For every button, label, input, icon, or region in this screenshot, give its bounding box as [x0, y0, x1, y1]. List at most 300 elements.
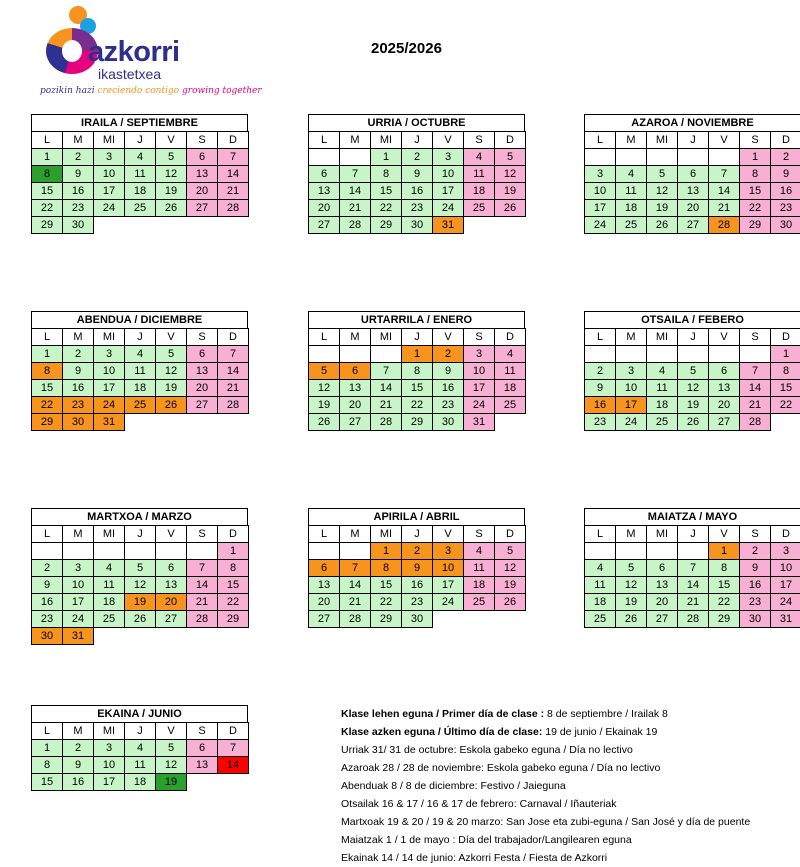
day-cell: 14	[217, 362, 249, 380]
day-cell: 18	[494, 379, 526, 397]
day-cell: 19	[615, 593, 647, 611]
day-cell: 10	[432, 165, 464, 183]
weekday-header: L	[584, 525, 616, 543]
empty-day-cell	[615, 345, 647, 363]
day-cell: 16	[31, 593, 63, 611]
day-cell: 22	[770, 396, 800, 414]
day-cell: 26	[308, 413, 340, 431]
day-cell: 17	[615, 396, 647, 414]
day-cell: 4	[93, 559, 125, 577]
day-cell: 10	[62, 576, 94, 594]
day-cell: 21	[739, 396, 771, 414]
month-grid	[308, 328, 525, 430]
month-title: MARTXOA / MARZO	[31, 508, 248, 525]
day-cell: 13	[339, 379, 371, 397]
day-cell: 15	[708, 576, 740, 594]
day-cell: 30	[401, 216, 433, 234]
day-cell: 22	[370, 593, 402, 611]
day-cell: 3	[93, 345, 125, 363]
note-line	[341, 777, 791, 795]
empty-day-cell	[370, 345, 402, 363]
day-cell: 15	[31, 182, 63, 200]
empty-day-cell	[339, 345, 371, 363]
day-cell: 2	[401, 148, 433, 166]
day-cell: 2	[432, 345, 464, 363]
day-cell: 4	[646, 362, 678, 380]
weekday-header: J	[401, 131, 433, 149]
day-cell: 18	[615, 199, 647, 217]
day-cell: 28	[339, 610, 371, 628]
day-cell: 25	[494, 396, 526, 414]
month-title: EKAINA / JUNIO	[31, 705, 248, 722]
day-cell: 14	[739, 379, 771, 397]
month-title: URRIA / OCTUBRE	[308, 114, 525, 131]
day-cell: 11	[584, 576, 616, 594]
day-cell: 6	[708, 362, 740, 380]
day-cell: 30	[62, 216, 94, 234]
day-cell: 19	[494, 182, 526, 200]
weekday-header: S	[463, 131, 495, 149]
month-calendar	[584, 311, 800, 430]
note-line	[341, 831, 791, 849]
day-cell: 17	[584, 199, 616, 217]
day-cell: 15	[370, 576, 402, 594]
day-cell: 20	[677, 199, 709, 217]
empty-day-cell	[646, 542, 678, 560]
weekday-header: L	[31, 131, 63, 149]
day-cell: 27	[646, 610, 678, 628]
weekday-header: M	[339, 525, 371, 543]
day-cell: 25	[463, 593, 495, 611]
day-cell: 21	[708, 199, 740, 217]
day-cell: 20	[646, 593, 678, 611]
day-cell: 26	[155, 396, 187, 414]
day-cell: 23	[31, 610, 63, 628]
day-cell: 18	[124, 379, 156, 397]
weekday-header: L	[584, 328, 616, 346]
weekday-header: D	[217, 328, 249, 346]
weekday-header: V	[155, 328, 187, 346]
day-cell: 1	[370, 148, 402, 166]
weekday-header: D	[217, 722, 249, 740]
day-cell: 16	[401, 182, 433, 200]
day-cell: 11	[646, 379, 678, 397]
weekday-header: L	[308, 131, 340, 149]
day-cell: 16	[62, 773, 94, 791]
day-cell: 25	[584, 610, 616, 628]
day-cell: 14	[370, 379, 402, 397]
day-cell: 5	[155, 739, 187, 757]
day-cell: 19	[155, 182, 187, 200]
day-cell: 24	[93, 396, 125, 414]
note-line	[341, 759, 791, 777]
day-cell: 21	[370, 396, 402, 414]
weekday-header: MI	[93, 131, 125, 149]
note-line	[341, 723, 791, 741]
empty-day-cell	[677, 542, 709, 560]
note-text: Azaroak 28 / 28 de noviembre: Eskola gabeko eguna / Día no lectivo	[341, 762, 661, 774]
empty-day-cell	[124, 542, 156, 560]
month-grid	[584, 131, 800, 233]
day-cell: 2	[739, 542, 771, 560]
day-cell: 12	[494, 559, 526, 577]
day-cell: 27	[339, 413, 371, 431]
day-cell: 29	[217, 610, 249, 628]
weekday-header: M	[62, 525, 94, 543]
day-cell: 5	[155, 148, 187, 166]
day-cell: 24	[770, 593, 800, 611]
day-cell: 13	[155, 576, 187, 594]
weekday-header: M	[62, 328, 94, 346]
day-cell: 17	[432, 182, 464, 200]
month-calendar	[31, 114, 248, 233]
day-cell: 24	[432, 199, 464, 217]
day-cell: 10	[93, 165, 125, 183]
day-cell: 9	[62, 165, 94, 183]
day-cell: 18	[124, 773, 156, 791]
day-cell: 23	[62, 199, 94, 217]
day-cell: 23	[739, 593, 771, 611]
weekday-header: S	[186, 131, 218, 149]
day-cell: 16	[401, 576, 433, 594]
day-cell: 29	[370, 216, 402, 234]
month-calendar	[308, 311, 525, 430]
month-grid	[584, 525, 800, 627]
day-cell: 27	[677, 216, 709, 234]
day-cell: 12	[155, 165, 187, 183]
day-cell: 9	[432, 362, 464, 380]
day-cell: 26	[615, 610, 647, 628]
weekday-header: D	[770, 525, 800, 543]
day-cell: 3	[432, 148, 464, 166]
weekday-header: MI	[646, 131, 678, 149]
note-text: 8 de septiembre / Irailak 8	[544, 708, 668, 720]
day-cell: 7	[677, 559, 709, 577]
empty-day-cell	[308, 345, 340, 363]
day-cell: 7	[217, 345, 249, 363]
day-cell: 29	[708, 610, 740, 628]
day-cell: 8	[708, 559, 740, 577]
day-cell: 24	[432, 593, 464, 611]
day-cell: 4	[463, 148, 495, 166]
empty-day-cell	[308, 148, 340, 166]
month-title: URTARRILA / ENERO	[308, 311, 525, 328]
logo-tagline: pozikin hazi creciendo contigo growing together	[40, 86, 262, 96]
weekday-header: L	[31, 525, 63, 543]
day-cell: 15	[401, 379, 433, 397]
day-cell: 27	[308, 610, 340, 628]
empty-day-cell	[186, 542, 218, 560]
day-cell: 7	[339, 165, 371, 183]
day-cell: 21	[677, 593, 709, 611]
day-cell: 17	[93, 379, 125, 397]
day-cell: 7	[339, 559, 371, 577]
day-cell: 30	[62, 413, 94, 431]
weekday-header: MI	[646, 328, 678, 346]
day-cell: 11	[463, 165, 495, 183]
day-cell: 2	[62, 345, 94, 363]
weekday-header: D	[217, 525, 249, 543]
day-cell: 6	[677, 165, 709, 183]
day-cell: 2	[770, 148, 800, 166]
day-cell: 15	[770, 379, 800, 397]
day-cell: 13	[708, 379, 740, 397]
weekday-header: M	[615, 525, 647, 543]
day-cell: 3	[93, 148, 125, 166]
day-cell: 1	[31, 148, 63, 166]
empty-day-cell	[584, 345, 616, 363]
month-calendar	[31, 311, 248, 430]
weekday-header: V	[432, 328, 464, 346]
day-cell: 28	[739, 413, 771, 431]
weekday-header: L	[31, 722, 63, 740]
weekday-header: S	[739, 328, 771, 346]
day-cell: 2	[401, 542, 433, 560]
day-cell: 6	[186, 739, 218, 757]
weekday-header: MI	[93, 525, 125, 543]
day-cell: 5	[308, 362, 340, 380]
day-cell: 14	[217, 756, 249, 774]
day-cell: 9	[401, 165, 433, 183]
month-calendar	[31, 705, 248, 790]
day-cell: 23	[401, 199, 433, 217]
day-cell: 7	[186, 559, 218, 577]
empty-day-cell	[308, 542, 340, 560]
day-cell: 19	[494, 576, 526, 594]
note-label: Klase azken eguna / Último día de clase:	[341, 726, 543, 738]
day-cell: 4	[463, 542, 495, 560]
day-cell: 21	[186, 593, 218, 611]
day-cell: 19	[155, 379, 187, 397]
day-cell: 12	[155, 756, 187, 774]
weekday-header: J	[401, 328, 433, 346]
day-cell: 7	[217, 739, 249, 757]
weekday-header: J	[677, 328, 709, 346]
day-cell: 16	[739, 576, 771, 594]
day-cell: 25	[93, 610, 125, 628]
weekday-header: V	[432, 131, 464, 149]
day-cell: 23	[770, 199, 800, 217]
empty-day-cell	[646, 148, 678, 166]
day-cell: 12	[615, 576, 647, 594]
day-cell: 1	[31, 345, 63, 363]
day-cell: 24	[584, 216, 616, 234]
day-cell: 10	[93, 362, 125, 380]
day-cell: 8	[217, 559, 249, 577]
day-cell: 26	[124, 610, 156, 628]
day-cell: 5	[646, 165, 678, 183]
day-cell: 28	[339, 216, 371, 234]
logo-subtitle: ikastetxea	[98, 66, 162, 82]
day-cell: 8	[401, 362, 433, 380]
day-cell: 17	[463, 379, 495, 397]
empty-day-cell	[155, 542, 187, 560]
day-cell: 1	[31, 739, 63, 757]
day-cell: 14	[186, 576, 218, 594]
weekday-header: M	[62, 722, 94, 740]
day-cell: 17	[93, 182, 125, 200]
day-cell: 28	[217, 199, 249, 217]
day-cell: 31	[432, 216, 464, 234]
note-text: Martxoak 19 & 20 / 19 & 20 marzo: San Jose eta zubi-eguna / San José y día de puente	[341, 816, 751, 828]
note-label: Klase lehen eguna / Primer día de clase :	[341, 708, 545, 720]
month-calendar	[308, 508, 525, 627]
day-cell: 11	[615, 182, 647, 200]
day-cell: 13	[308, 576, 340, 594]
weekday-header: J	[677, 131, 709, 149]
day-cell: 24	[93, 199, 125, 217]
day-cell: 1	[401, 345, 433, 363]
day-cell: 19	[155, 773, 187, 791]
day-cell: 9	[31, 576, 63, 594]
weekday-header: V	[708, 525, 740, 543]
day-cell: 6	[339, 362, 371, 380]
weekday-header: J	[124, 328, 156, 346]
school-year-title: 2025/2026	[371, 40, 442, 57]
empty-day-cell	[31, 542, 63, 560]
weekday-header: MI	[370, 131, 402, 149]
weekday-header: D	[217, 131, 249, 149]
day-cell: 15	[739, 182, 771, 200]
day-cell: 21	[339, 593, 371, 611]
month-grid	[584, 328, 800, 430]
month-grid	[31, 525, 248, 644]
weekday-header: S	[739, 131, 771, 149]
day-cell: 30	[770, 216, 800, 234]
weekday-header: S	[186, 328, 218, 346]
calendar-notes	[341, 705, 791, 867]
weekday-header: D	[770, 328, 800, 346]
note-line	[341, 795, 791, 813]
month-calendar	[584, 508, 800, 627]
day-cell: 5	[124, 559, 156, 577]
month-title: OTSAILA / FEBERO	[584, 311, 800, 328]
day-cell: 18	[646, 396, 678, 414]
note-text: Urriak 31/ 31 de octubre: Eskola gabeko eguna / Día no lectivo	[341, 744, 633, 756]
day-cell: 26	[494, 593, 526, 611]
day-cell: 18	[463, 576, 495, 594]
day-cell: 31	[770, 610, 800, 628]
day-cell: 11	[124, 165, 156, 183]
day-cell: 26	[677, 413, 709, 431]
month-grid	[31, 722, 248, 790]
note-text: Abenduak 8 / 8 de diciembre: Festivo / Jaieguna	[341, 780, 566, 792]
day-cell: 11	[494, 362, 526, 380]
day-cell: 27	[186, 199, 218, 217]
day-cell: 13	[677, 182, 709, 200]
day-cell: 1	[708, 542, 740, 560]
day-cell: 23	[401, 593, 433, 611]
day-cell: 22	[739, 199, 771, 217]
day-cell: 26	[494, 199, 526, 217]
weekday-header: V	[432, 525, 464, 543]
day-cell: 11	[124, 362, 156, 380]
month-title: IRAILA / SEPTIEMBRE	[31, 114, 248, 131]
day-cell: 16	[770, 182, 800, 200]
day-cell: 10	[615, 379, 647, 397]
day-cell: 3	[615, 362, 647, 380]
month-grid	[308, 131, 525, 233]
day-cell: 18	[93, 593, 125, 611]
day-cell: 23	[584, 413, 616, 431]
month-calendar	[308, 114, 525, 233]
day-cell: 30	[401, 610, 433, 628]
day-cell: 22	[401, 396, 433, 414]
day-cell: 12	[124, 576, 156, 594]
day-cell: 31	[93, 413, 125, 431]
empty-day-cell	[584, 542, 616, 560]
weekday-header: M	[339, 328, 371, 346]
day-cell: 28	[370, 413, 402, 431]
month-grid	[31, 131, 248, 233]
note-text: 19 de junio / Ekainak 19	[542, 726, 658, 738]
empty-day-cell	[677, 148, 709, 166]
day-cell: 16	[62, 182, 94, 200]
empty-day-cell	[708, 148, 740, 166]
month-calendar	[584, 114, 800, 233]
logo-name: azkorri	[88, 36, 180, 68]
day-cell: 12	[677, 379, 709, 397]
note-line	[341, 741, 791, 759]
day-cell: 12	[155, 362, 187, 380]
day-cell: 29	[401, 413, 433, 431]
day-cell: 26	[155, 199, 187, 217]
empty-day-cell	[739, 345, 771, 363]
day-cell: 12	[308, 379, 340, 397]
day-cell: 8	[31, 362, 63, 380]
day-cell: 28	[677, 610, 709, 628]
day-cell: 15	[31, 379, 63, 397]
day-cell: 25	[615, 216, 647, 234]
day-cell: 13	[186, 165, 218, 183]
empty-day-cell	[646, 345, 678, 363]
weekday-header: S	[186, 525, 218, 543]
day-cell: 22	[31, 396, 63, 414]
note-text: Ekainak 14 / 14 de junio: Azkorri Festa / Fiesta de Azkorri	[341, 852, 608, 864]
day-cell: 15	[217, 576, 249, 594]
weekday-header: MI	[93, 328, 125, 346]
month-calendar	[31, 508, 248, 644]
day-cell: 18	[124, 182, 156, 200]
day-cell: 3	[62, 559, 94, 577]
day-cell: 25	[463, 199, 495, 217]
day-cell: 20	[308, 593, 340, 611]
day-cell: 3	[463, 345, 495, 363]
day-cell: 1	[217, 542, 249, 560]
day-cell: 15	[370, 182, 402, 200]
day-cell: 8	[31, 756, 63, 774]
day-cell: 6	[308, 559, 340, 577]
weekday-header: V	[155, 131, 187, 149]
month-title: APIRILA / ABRIL	[308, 508, 525, 525]
day-cell: 2	[31, 559, 63, 577]
day-cell: 16	[62, 379, 94, 397]
weekday-header: D	[770, 131, 800, 149]
day-cell: 6	[186, 148, 218, 166]
day-cell: 6	[646, 559, 678, 577]
empty-day-cell	[615, 148, 647, 166]
empty-day-cell	[93, 542, 125, 560]
weekday-header: M	[615, 131, 647, 149]
weekday-header: M	[339, 131, 371, 149]
day-cell: 8	[370, 559, 402, 577]
day-cell: 8	[31, 165, 63, 183]
day-cell: 6	[308, 165, 340, 183]
weekday-header: L	[308, 525, 340, 543]
day-cell: 27	[708, 413, 740, 431]
day-cell: 16	[584, 396, 616, 414]
day-cell: 6	[155, 559, 187, 577]
